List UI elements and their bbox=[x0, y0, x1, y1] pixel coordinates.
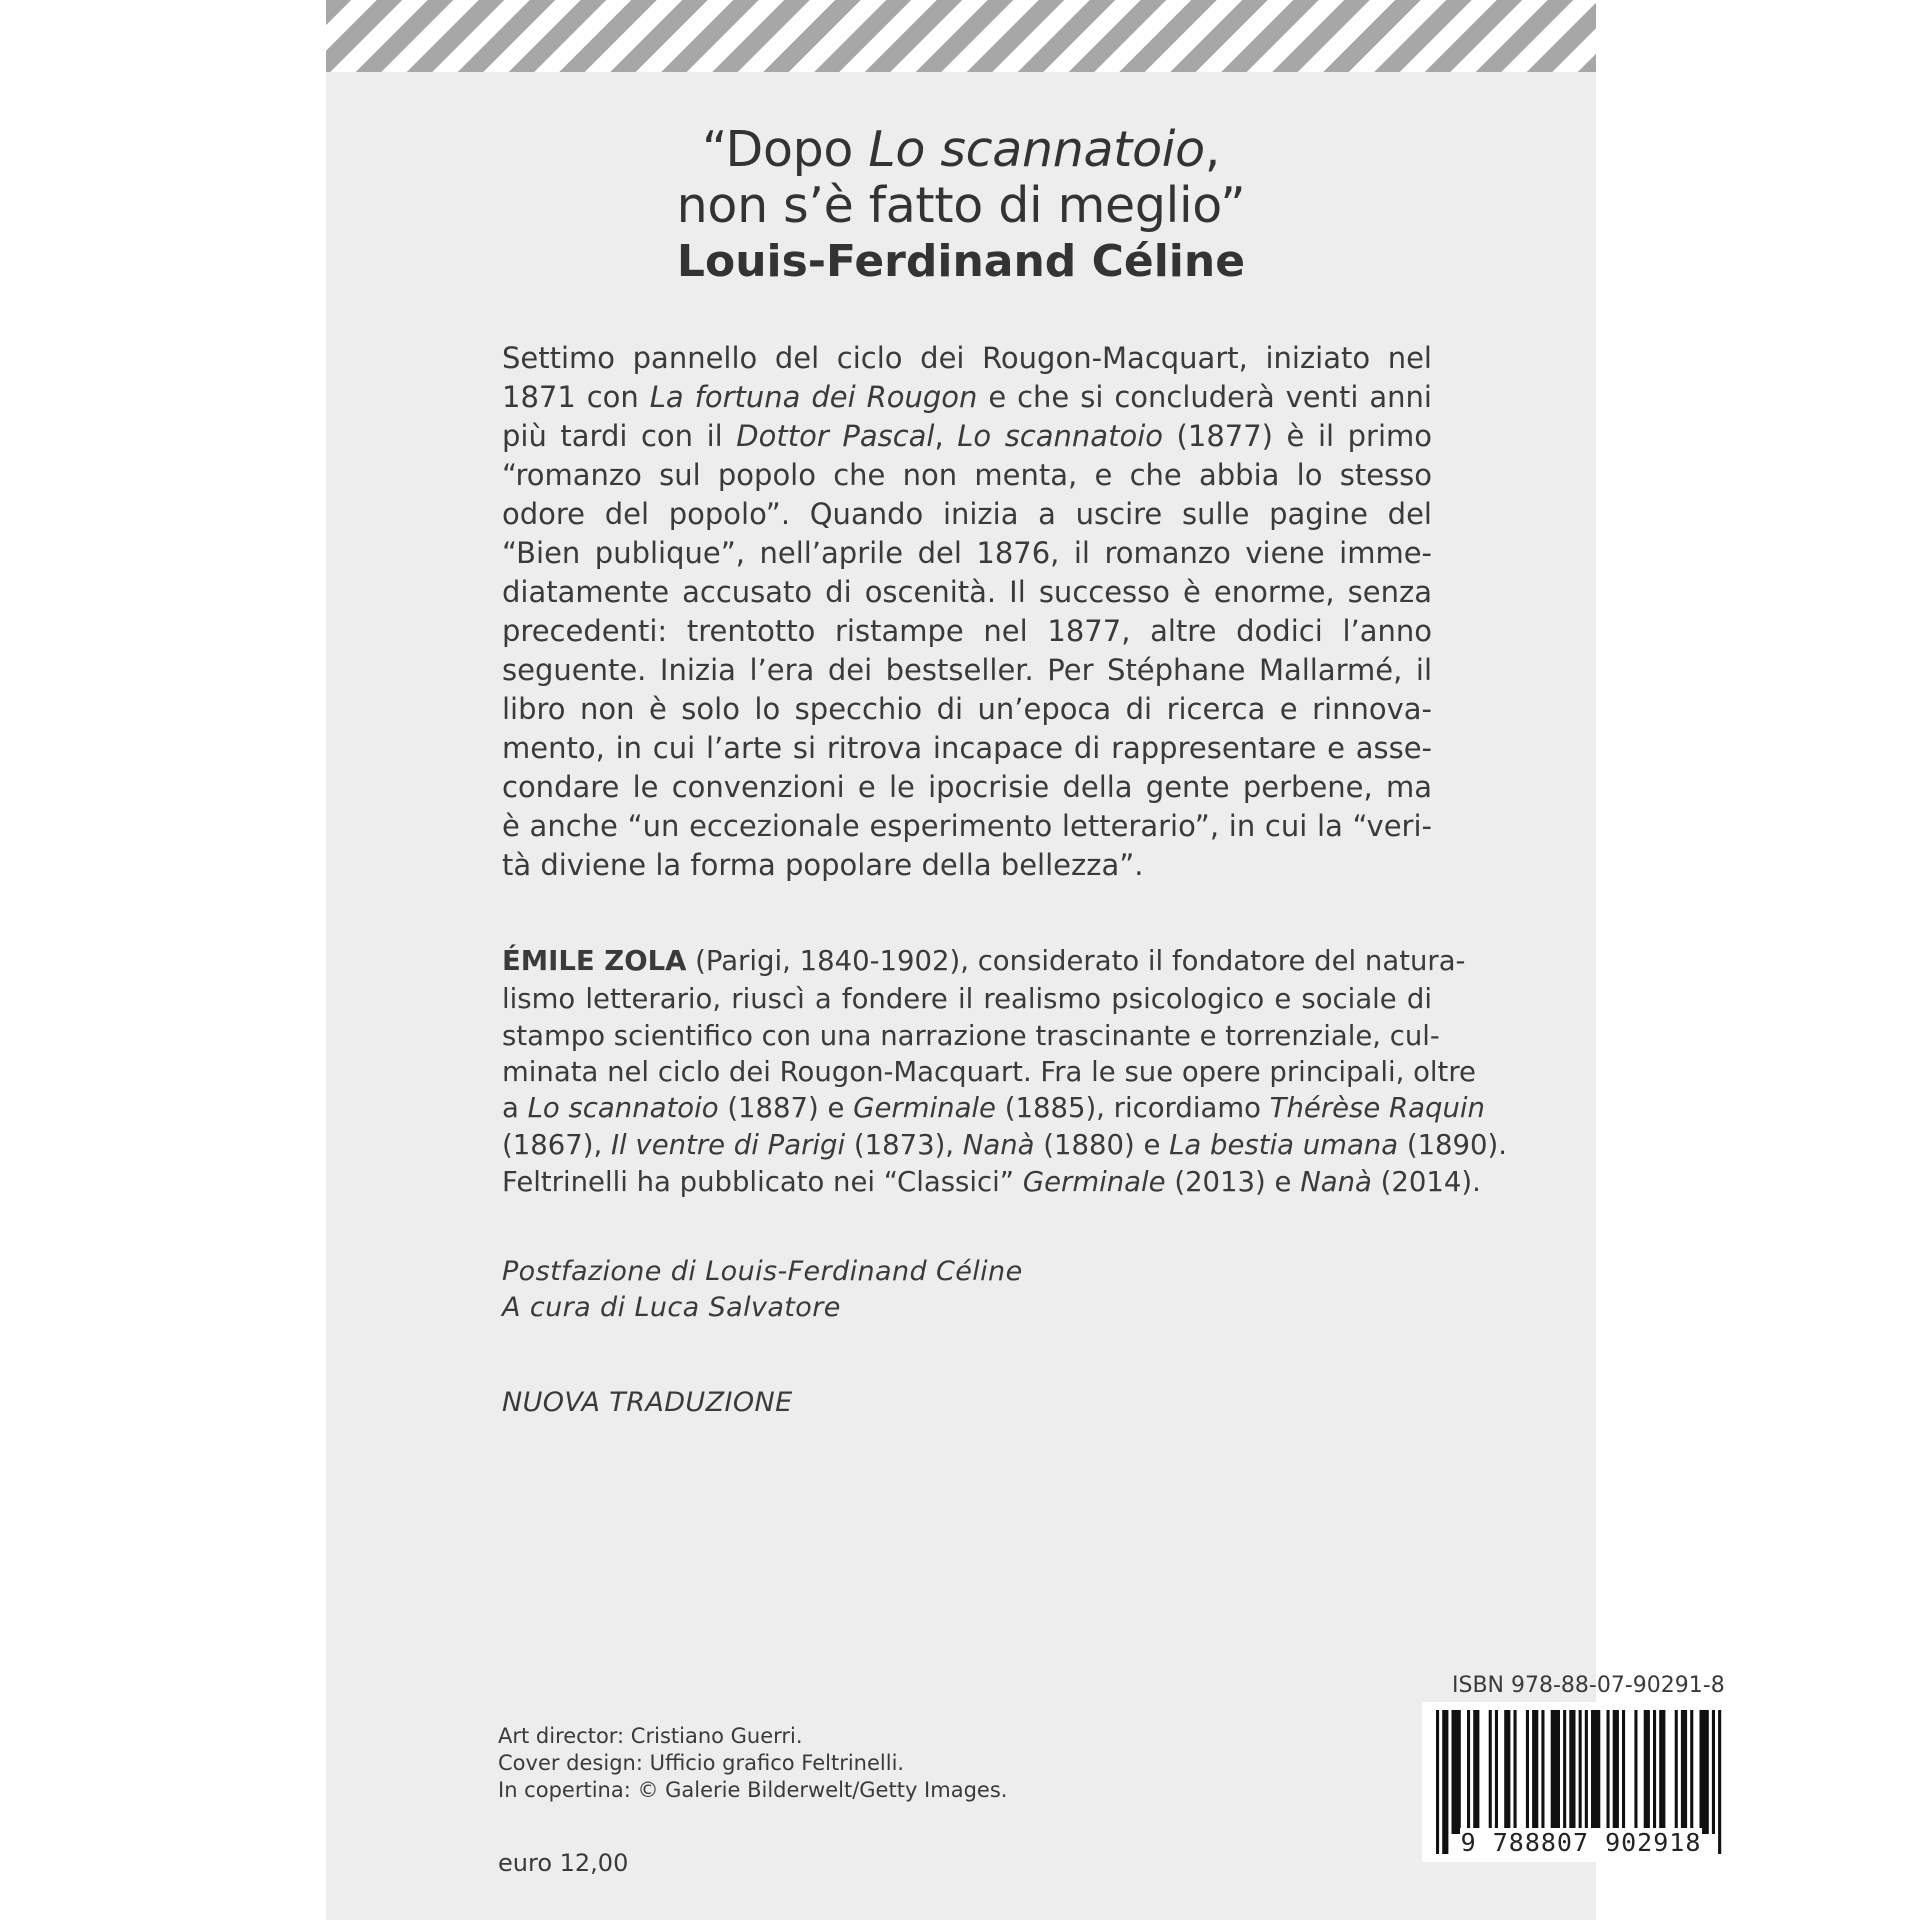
synopsis-line: “romanzo sul popolo che non menta, e che abbia lo stesso bbox=[502, 458, 1432, 492]
barcode-bar bbox=[1579, 1710, 1582, 1834]
barcode-bar bbox=[1700, 1710, 1709, 1834]
barcode-bar bbox=[1532, 1710, 1538, 1834]
synopsis-line: libro non è solo lo specchio di un’epoca di ricerca e rinnova- bbox=[502, 692, 1432, 726]
barcode-bar bbox=[1607, 1710, 1610, 1834]
barcode-digits: 9 788807 902918 bbox=[1460, 1828, 1702, 1857]
barcode-bar bbox=[1634, 1710, 1637, 1834]
barcode-bar bbox=[1659, 1710, 1665, 1834]
synopsis-line: è anche “un eccezionale esperimento letterario”, in cui la “veri- bbox=[502, 809, 1432, 843]
barcode-bar bbox=[1653, 1710, 1656, 1834]
barcode-bar bbox=[1690, 1710, 1693, 1834]
barcode-bar bbox=[1585, 1710, 1588, 1834]
cover-image-credit: In copertina: © Galerie Bilderwelt/Getty Images. bbox=[498, 1778, 1008, 1802]
author-bio-line: lismo letterario, riuscì a fondere il realismo psicologico e sociale di bbox=[502, 983, 1432, 1015]
barcode-bar bbox=[1551, 1710, 1560, 1834]
synopsis-line: “Bien publique”, nell’aprile del 1876, il romanzo viene imme- bbox=[502, 536, 1432, 570]
synopsis-line: precedenti: trentotto ristampe nel 1877, altre dodici l’anno bbox=[502, 614, 1432, 648]
barcode-bar bbox=[1569, 1710, 1575, 1834]
barcode-bar bbox=[1613, 1710, 1619, 1834]
synopsis-line: 1871 con La fortuna dei Rougon e che si concluderà venti anni bbox=[502, 380, 1432, 414]
quote-author: Louis-Ferdinand Céline bbox=[676, 236, 1246, 287]
postface-credit: Postfazione di Louis-Ferdinand Céline bbox=[502, 1256, 1023, 1287]
synopsis-line: tà diviene la forma popolare della bellezza”. bbox=[502, 848, 1144, 882]
author-bio-line: minata nel ciclo dei Rougon-Macquart. Fra le sue opere principali, oltre bbox=[502, 1056, 1476, 1088]
barcode-bar bbox=[1489, 1710, 1492, 1834]
barcode bbox=[1422, 1702, 1740, 1862]
synopsis-line: Settimo pannello del ciclo dei Rougon-Macquart, iniziato nel bbox=[502, 341, 1432, 375]
barcode-bar bbox=[1675, 1710, 1678, 1834]
cover-design-credit: Cover design: Ufficio grafico Feltrinelli. bbox=[498, 1751, 905, 1775]
barcode-bar bbox=[1644, 1710, 1650, 1834]
quote-book-title: Lo scannatoio bbox=[868, 121, 1205, 178]
author-bio-line: ÉMILE ZOLA (Parigi, 1840-1902), considerato il fondatore del natura- bbox=[502, 945, 1466, 977]
author-name: ÉMILE ZOLA bbox=[502, 945, 687, 977]
barcode-bar bbox=[1467, 1710, 1470, 1834]
art-director-credit: Art director: Cristiano Guerri. bbox=[498, 1724, 803, 1748]
barcode-bar bbox=[1452, 1710, 1461, 1834]
author-bio-line: Feltrinelli ha pubblicato nei “Classici” Germinale (2013) e Nanà (2014). bbox=[502, 1166, 1481, 1198]
barcode-bar bbox=[1526, 1710, 1529, 1834]
synopsis-line: mento, in cui l’arte si ritrova incapace di rappresentare e asse- bbox=[502, 731, 1432, 765]
barcode-bar bbox=[1541, 1710, 1544, 1834]
back-cover bbox=[326, 0, 1725, 1920]
new-translation-label: NUOVA TRADUZIONE bbox=[502, 1387, 793, 1418]
synopsis-line: seguente. Inizia l’era dei bestseller. Per Stéphane Mallarmé, il bbox=[502, 653, 1432, 687]
author-bio-line: (1867), Il ventre di Parigi (1873), Nanà (1880) e La bestia umana (1890). bbox=[502, 1129, 1508, 1161]
editor-credit: A cura di Luca Salvatore bbox=[502, 1292, 841, 1323]
barcode-bar bbox=[1681, 1710, 1687, 1834]
price-label: euro 12,00 bbox=[498, 1849, 629, 1877]
barcode-bar bbox=[1712, 1710, 1715, 1834]
synopsis-line: odore del popolo”. Quando inizia a uscire sulle pagine del bbox=[502, 497, 1432, 531]
synopsis-line: più tardi con il Dottor Pascal, Lo scannatoio (1877) è il primo bbox=[502, 419, 1433, 453]
barcode-bar bbox=[1622, 1710, 1625, 1834]
author-bio-line: a Lo scannatoio (1887) e Germinale (1885), ricordiamo Thérèse Raquin bbox=[502, 1092, 1485, 1124]
synopsis-line: condare le convenzioni e le ipocrisie della gente perbene, ma bbox=[502, 770, 1432, 804]
synopsis-line: diatamente accusato di oscenità. Il successo è enorme, senza bbox=[502, 575, 1432, 609]
barcode-bar bbox=[1495, 1710, 1498, 1834]
barcode-bar bbox=[1563, 1710, 1566, 1834]
quote-line-1: “Dopo Lo scannatoio, bbox=[701, 121, 1221, 178]
barcode-bar bbox=[1591, 1710, 1600, 1834]
barcode-bar bbox=[1473, 1710, 1479, 1834]
striped-top-band bbox=[326, 0, 1596, 72]
author-bio-line: stampo scientifico con una narrazione trascinante e torrenziale, cul- bbox=[502, 1020, 1440, 1052]
barcode-bar bbox=[1504, 1710, 1510, 1834]
barcode-bar bbox=[1514, 1710, 1517, 1834]
isbn-label: ISBN 978-88-07-90291-8 bbox=[1452, 1673, 1725, 1698]
quote-line-2: non s’è fatto di meglio” bbox=[676, 177, 1246, 234]
